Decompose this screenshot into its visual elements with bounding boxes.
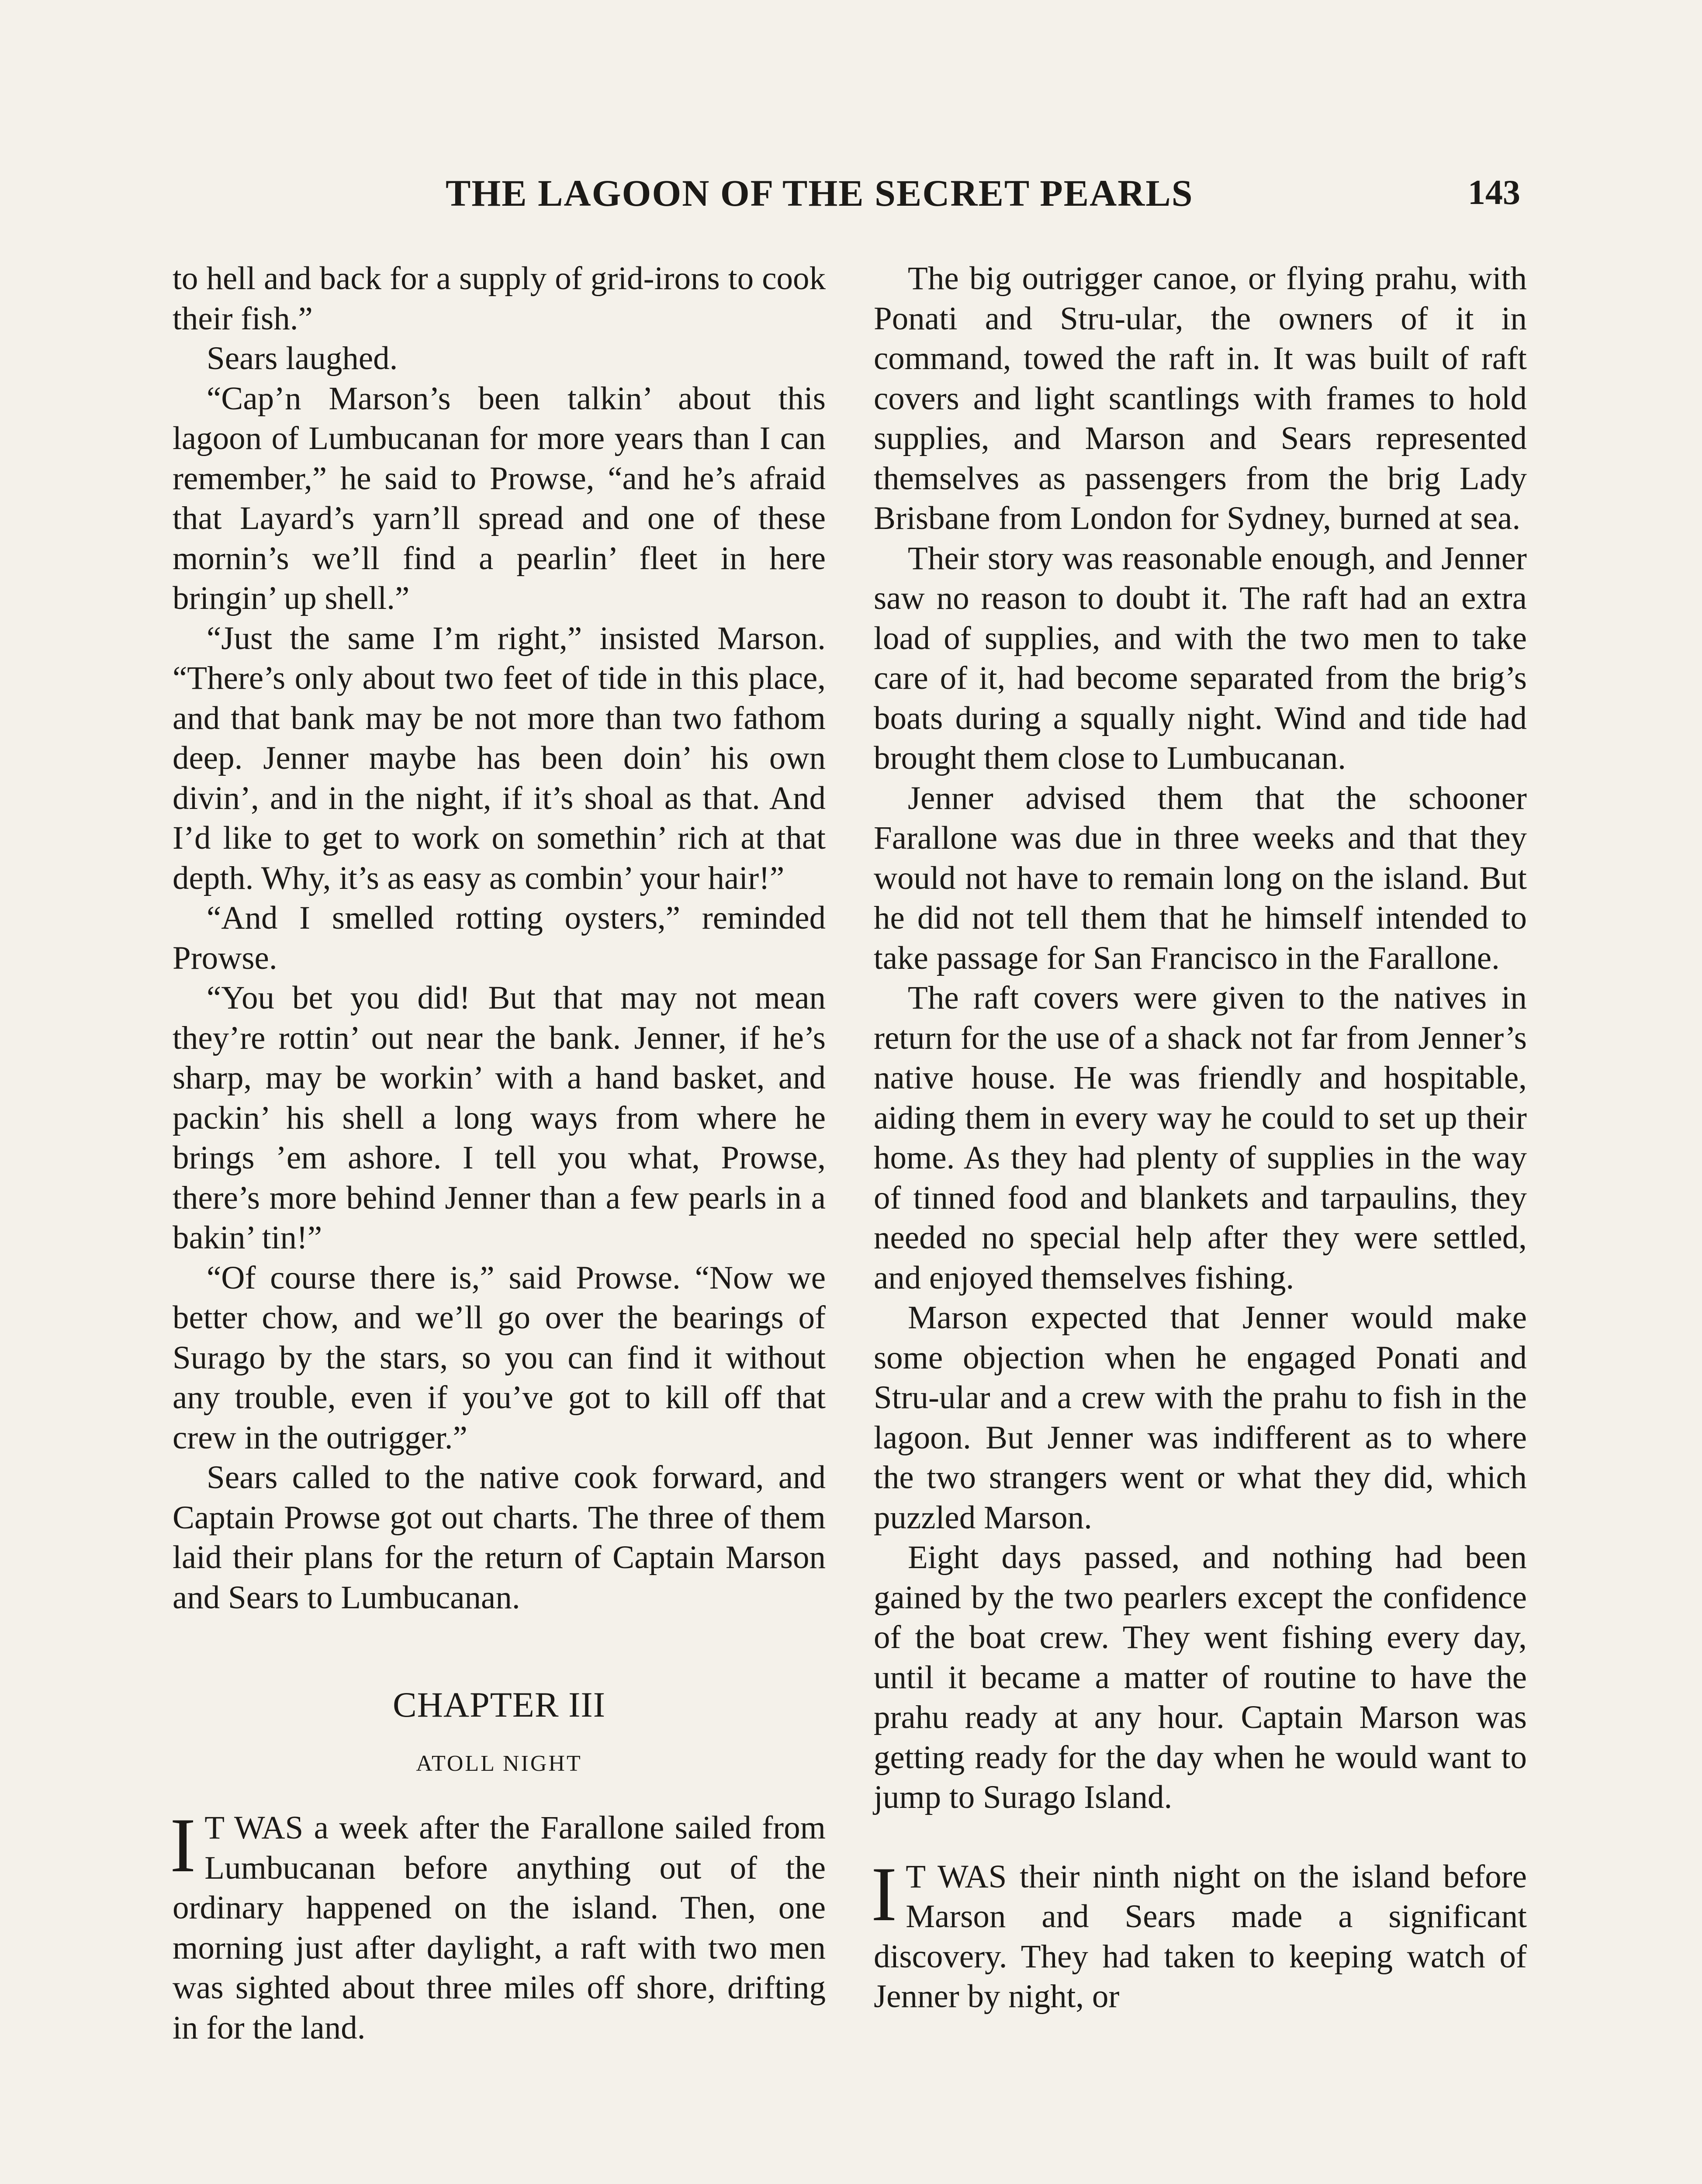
paragraph: Sears called to the native cook forward, and Captain Prowse got out charts. The three of them laid their plans for the return of Captain Marson and Sears to Lumbucanan. — [173, 1459, 826, 1616]
paragraph: “Just the same I’m right,” insisted Marson. “There’s only about two feet of tide in this place, and that bank may be not more than two fathom deep. Jenner maybe has been doin’ his own divin’, and in the night, if it’s shoal as that. And I’d like to get to work on somethin’ rich at that depth. Why, it’s as easy as combin’ your hair!” — [173, 620, 826, 896]
drop-cap: I — [871, 1850, 897, 1937]
paragraph: Eight days passed, and nothing had been gained by the two pearlers except the confidence of the boat crew. They went fishing every day, until it became a matter of routine to have the prahu ready at any hour. Captain Marson was getting ready for the day when he would want to jump to Surago Island. — [874, 1539, 1527, 1815]
page-number: 143 — [1468, 173, 1520, 212]
paragraph: Marson expected that Jenner would make some objection when he engaged Ponati and Stru-ular and a crew with the prahu to fish in the lagoon. But Jenner was indifferent as to where the two strangers went or what they did, which puzzled Marson. — [874, 1299, 1527, 1536]
paragraph: “And I smelled rotting oysters,” reminded Prowse. — [173, 900, 826, 976]
paragraph: “You bet you did! But that may not mean they’re rottin’ out near the bank. Jenner, if he’s sharp, may be workin’ with a hand basket, and packin’ his shell a long ways from where he brings ’em ashore. I tell you what, Prowse, there’s more behind Jenner than a few pearls in a bakin’ tin!” — [173, 980, 826, 1256]
paragraph: The big outrigger canoe, or flying prahu, with Ponati and Stru-ular, the owners of it in command, towed the raft in. It was built of raft covers and light scantlings with frames to hold supplies, and Marson and Sears represented themselves as passengers from the brig Lady Brisbane from London for Sydney, burned at sea. — [874, 260, 1527, 536]
paragraph: The raft covers were given to the natives in return for the use of a shack not far from Jenner’s native house. He was friendly and hospitable, aiding them in every way he could to set up their home. As they had plenty of supplies in the way of tinned food and blankets and tarpaulins, they needed no special help after they were settled, and enjoyed themselves fishing. — [874, 980, 1527, 1296]
paragraph: Jenner advised them that the schooner Farallone was due in three weeks and that they would not have to remain long on the island. But he did not tell them that he himself intended to take passage for San Francisco in the Farallone. — [874, 780, 1527, 976]
paragraph: Sears laughed. — [207, 340, 398, 377]
right-column — [871, 259, 1527, 2017]
drop-cap: I — [170, 1802, 196, 1888]
paragraph: “Cap’n Marson’s been talkin’ about this lagoon of Lumbucanan for more years than I can remember,” he said to Prowse, “and he’s afraid that Layard’s yarn’ll spread and one of these mornin’s we’ll find a pearlin’ fleet in here bringin’ up shell.” — [173, 380, 826, 616]
section-opening-paragraph — [871, 1850, 1527, 2017]
page-header — [0, 171, 1702, 224]
paragraph-text: T WAS their ninth night on the island before Marson and Sears made a significant discovery. They had taken to keeping watch of Jenner by night, or — [874, 1858, 1527, 2015]
chapter-subtitle: ATOLL NIGHT — [416, 1751, 582, 1776]
chapter-opening-paragraph — [170, 1802, 826, 2048]
chapter-heading: CHAPTER III — [392, 1685, 606, 1724]
paragraph: Their story was reasonable enough, and Jenner saw no reason to doubt it. The raft had an extra load of supplies, and with the two men to take care of it, had become separated from the brig’s boats during a squally night. Wind and tide had brought them close to Lumbucanan. — [874, 540, 1527, 776]
paragraph-text: T WAS a week after the Farallone sailed from Lumbucanan before anything out of the ordinary happened on the island. Then, one morning just after daylight, a raft with two men was sighted about three miles off shore, drifting in for the land. — [173, 1810, 826, 2046]
running-title: THE LAGOON OF THE SECRET PEARLS — [446, 172, 1193, 214]
left-column — [170, 259, 826, 2048]
paragraph: to hell and back for a supply of grid-irons to cook their fish.” — [173, 260, 826, 337]
paragraph: “Of course there is,” said Prowse. “Now we better chow, and we’ll go over the bearings of Surago by the stars, so you can find it without any trouble, even if you’ve got to kill off that crew in the outrigger.” — [173, 1259, 826, 1456]
